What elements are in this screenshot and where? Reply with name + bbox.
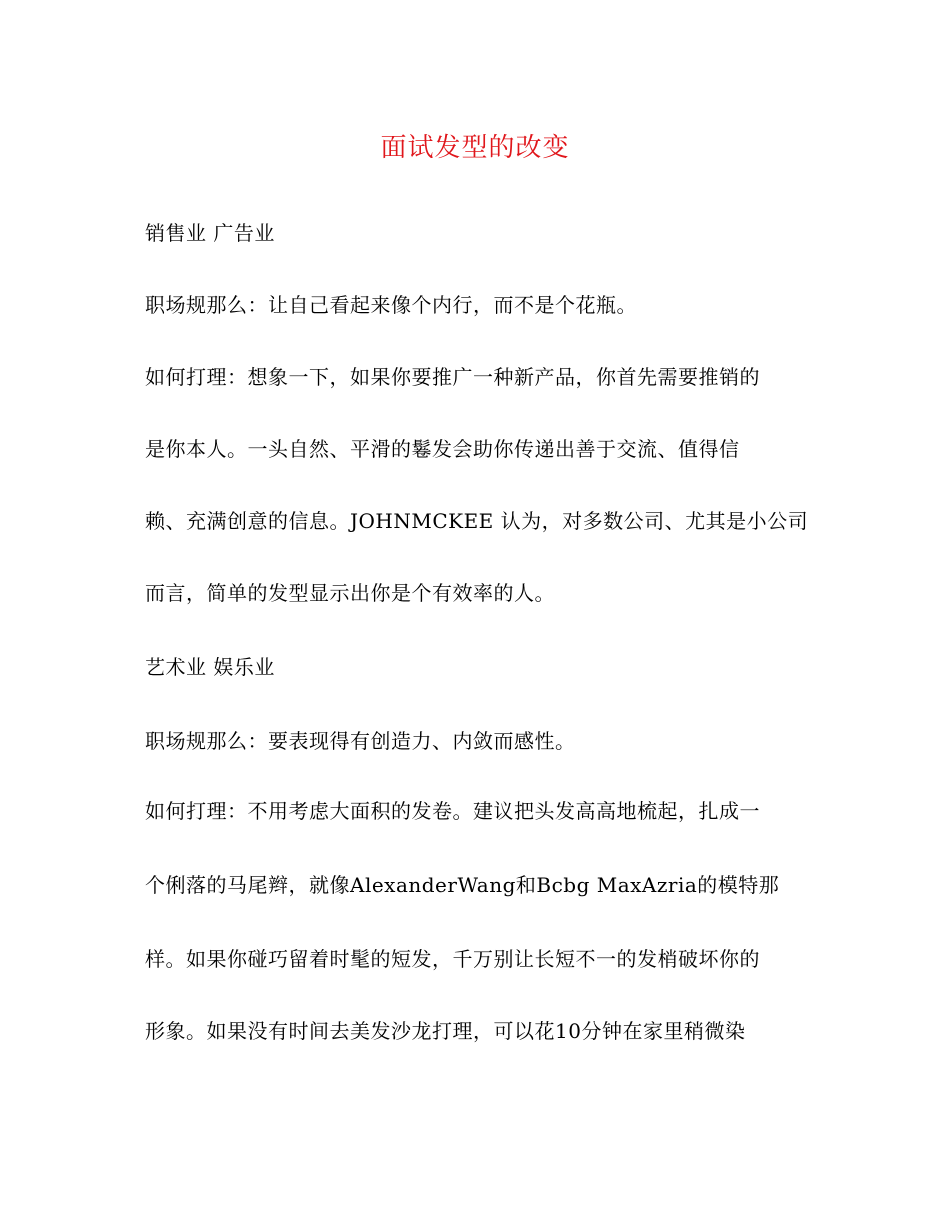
paragraph-line: 职场规那么：要表现得有创造力、内敛而感性。 [145, 729, 576, 753]
document-title: 面试发型的改变 [380, 133, 570, 163]
paragraph-line: 职场规那么：让自己看起来像个内行，而不是个花瓶。 [145, 293, 637, 317]
section-heading-sales: 销售业 广告业 [145, 221, 275, 245]
paragraph-line: 赖、充满创意的信息。JOHNMCKEE 认为，对多数公司、尤其是小公司 [145, 509, 809, 533]
paragraph-line: 如何打理：不用考虑大面积的发卷。建议把头发高高地梳起，扎成一 [145, 799, 760, 823]
paragraph-line: 而言，简单的发型显示出你是个有效率的人。 [145, 581, 555, 605]
paragraph-line: 形象。如果没有时间去美发沙龙打理，可以花10分钟在家里稍微染 [145, 1019, 746, 1043]
section-heading-arts: 艺术业 娱乐业 [145, 655, 275, 679]
paragraph-line: 是你本人。一头自然、平滑的鬈发会助你传递出善于交流、值得信 [145, 437, 740, 461]
paragraph-line: 个俐落的马尾辫，就像AlexanderWang和Bcbg MaxAzria的模特那 [145, 873, 780, 897]
paragraph-line: 样。如果你碰巧留着时髦的短发，千万别让长短不一的发梢破坏你的 [145, 947, 760, 971]
paragraph-line: 如何打理：想象一下，如果你要推广一种新产品，你首先需要推销的 [145, 365, 760, 389]
